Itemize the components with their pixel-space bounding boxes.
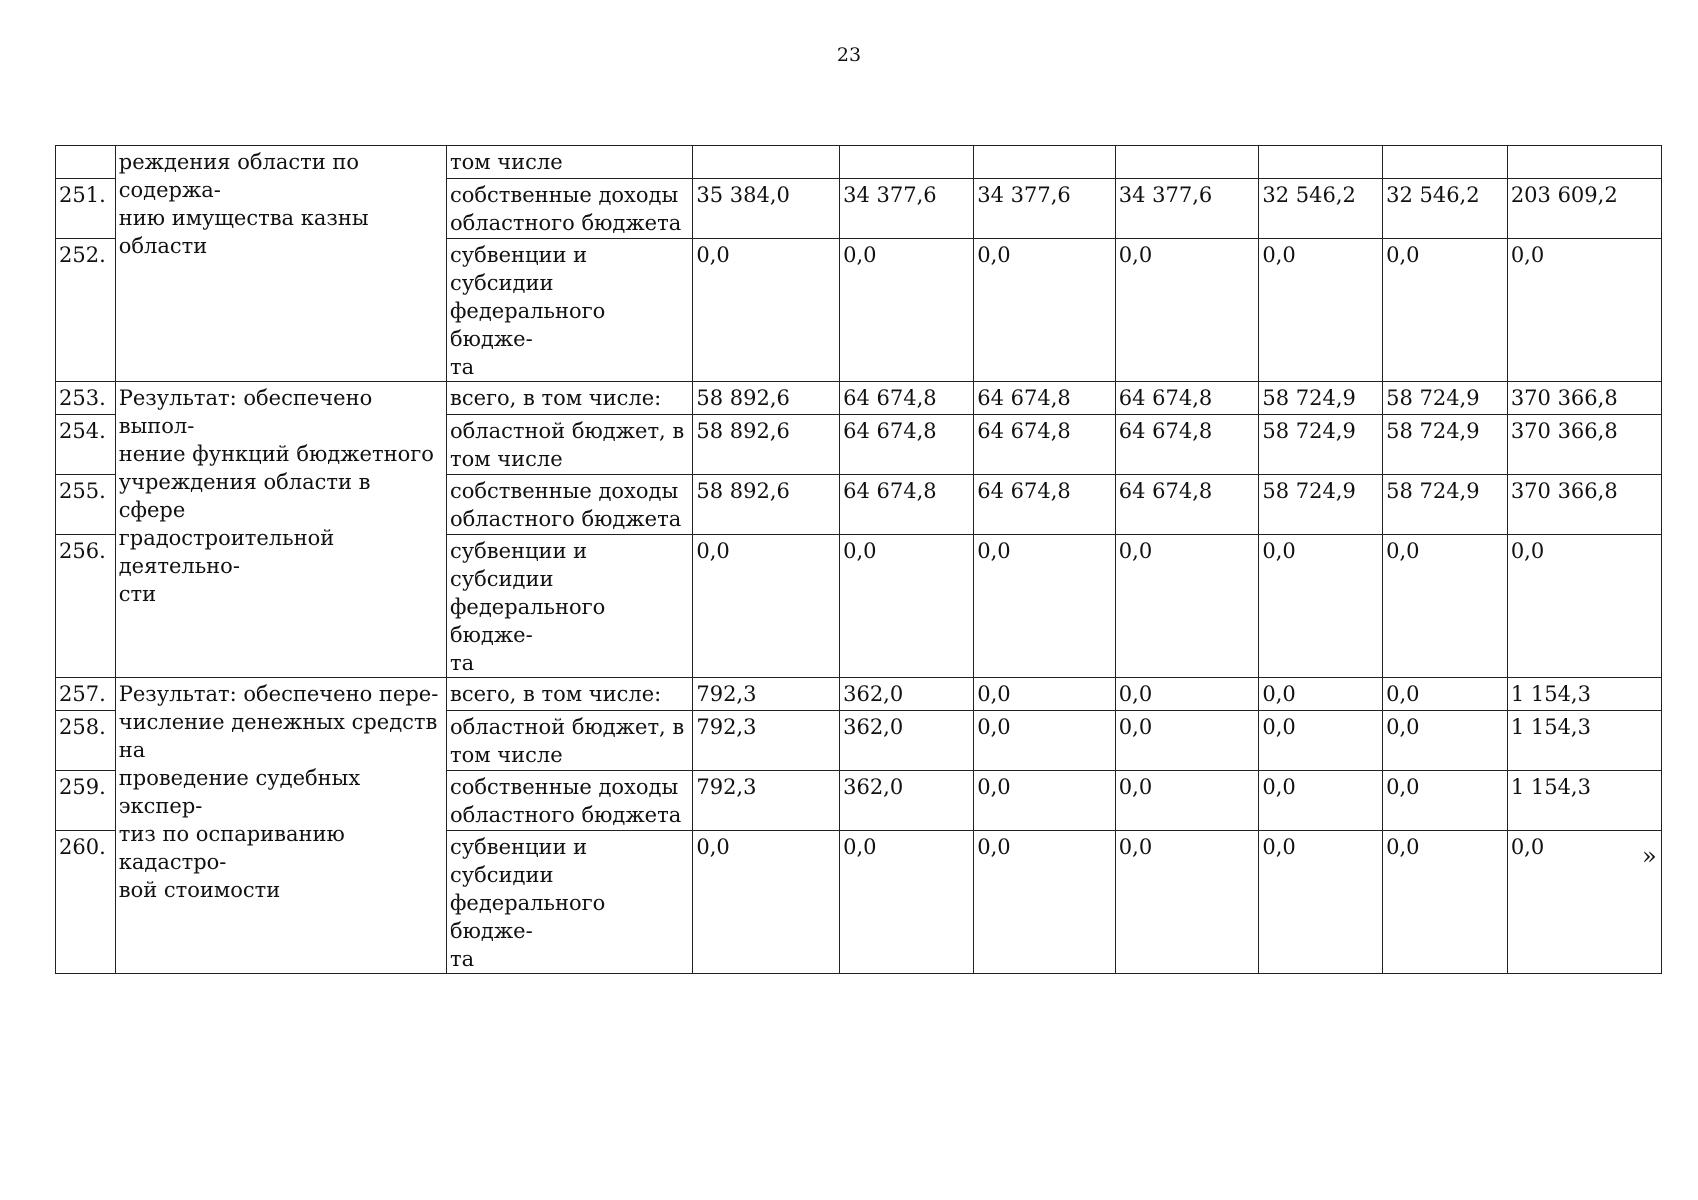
year-value-cell: 0,0 bbox=[1115, 771, 1259, 831]
year-value-cell: 0,0 bbox=[693, 535, 840, 678]
year-value-cell: 0,0 bbox=[974, 678, 1116, 711]
year-value-cell: 64 674,8 bbox=[974, 382, 1116, 415]
year-value-cell: 58 724,9 bbox=[1383, 415, 1508, 475]
year-value-cell: 792,3 bbox=[693, 711, 840, 771]
year-value-cell: 0,0 bbox=[1383, 771, 1508, 831]
year-value-cell: 0,0 bbox=[1115, 239, 1259, 382]
row-number-cell bbox=[56, 146, 116, 179]
funding-source-cell: собственные доходы областного бюджета bbox=[447, 179, 693, 239]
year-value-cell bbox=[1383, 146, 1508, 179]
year-value-cell: 34 377,6 bbox=[974, 179, 1116, 239]
year-value-cell: 0,0 bbox=[1115, 831, 1259, 974]
row-number-cell: 254. bbox=[56, 415, 116, 475]
year-value-cell bbox=[1259, 146, 1383, 179]
total-value-cell: 1 154,3 bbox=[1507, 771, 1661, 831]
table-row bbox=[56, 678, 1662, 711]
year-value-cell: 58 724,9 bbox=[1383, 475, 1508, 535]
row-number-cell: 259. bbox=[56, 771, 116, 831]
year-value-cell: 64 674,8 bbox=[1115, 475, 1259, 535]
funding-source-cell: том числе bbox=[447, 146, 693, 179]
result-description-cell: Результат: обеспечено пере- числение денежных средств на проведение судебных экспер- тиз по оспариванию кадастро- вой стоимости bbox=[115, 678, 446, 974]
funding-source-cell: собственные доходы областного бюджета bbox=[447, 475, 693, 535]
year-value-cell: 0,0 bbox=[1383, 239, 1508, 382]
year-value-cell: 0,0 bbox=[1259, 535, 1383, 678]
year-value-cell: 362,0 bbox=[840, 711, 974, 771]
continuation-mark: » bbox=[1642, 842, 1657, 870]
year-value-cell: 0,0 bbox=[974, 771, 1116, 831]
year-value-cell: 34 377,6 bbox=[840, 179, 974, 239]
total-value-cell bbox=[1507, 146, 1661, 179]
year-value-cell: 64 674,8 bbox=[974, 475, 1116, 535]
funding-source-cell: всего, в том числе: bbox=[447, 678, 693, 711]
year-value-cell: 58 724,9 bbox=[1259, 415, 1383, 475]
row-number-cell: 258. bbox=[56, 711, 116, 771]
year-value-cell: 58 724,9 bbox=[1259, 382, 1383, 415]
year-value-cell: 0,0 bbox=[693, 831, 840, 974]
year-value-cell: 58 892,6 bbox=[693, 382, 840, 415]
year-value-cell bbox=[1115, 146, 1259, 179]
row-number-cell: 256. bbox=[56, 535, 116, 678]
year-value-cell: 0,0 bbox=[840, 239, 974, 382]
total-value-cell: 0,0 bbox=[1507, 239, 1661, 382]
year-value-cell: 32 546,2 bbox=[1383, 179, 1508, 239]
table-row bbox=[56, 146, 1662, 179]
year-value-cell: 0,0 bbox=[1383, 711, 1508, 771]
year-value-cell: 0,0 bbox=[1259, 771, 1383, 831]
year-value-cell: 35 384,0 bbox=[693, 179, 840, 239]
funding-source-cell: собственные доходы областного бюджета bbox=[447, 771, 693, 831]
funding-source-cell: субвенции и субсидии федерального бюдже- та bbox=[447, 831, 693, 974]
row-number-cell: 251. bbox=[56, 179, 116, 239]
year-value-cell: 0,0 bbox=[1383, 678, 1508, 711]
year-value-cell: 0,0 bbox=[1115, 678, 1259, 711]
year-value-cell: 0,0 bbox=[1259, 711, 1383, 771]
year-value-cell: 58 892,6 bbox=[693, 415, 840, 475]
row-number-cell: 253. bbox=[56, 382, 116, 415]
year-value-cell: 64 674,8 bbox=[840, 415, 974, 475]
year-value-cell: 362,0 bbox=[840, 771, 974, 831]
budget-table-body bbox=[56, 146, 1662, 974]
year-value-cell: 0,0 bbox=[840, 535, 974, 678]
year-value-cell: 64 674,8 bbox=[1115, 415, 1259, 475]
row-number-cell: 260. bbox=[56, 831, 116, 974]
table-row bbox=[56, 382, 1662, 415]
total-value-cell: 370 366,8 bbox=[1507, 382, 1661, 415]
budget-table bbox=[55, 145, 1662, 974]
year-value-cell: 58 892,6 bbox=[693, 475, 840, 535]
year-value-cell: 34 377,6 bbox=[1115, 179, 1259, 239]
year-value-cell: 0,0 bbox=[974, 711, 1116, 771]
year-value-cell: 0,0 bbox=[840, 831, 974, 974]
year-value-cell: 792,3 bbox=[693, 771, 840, 831]
page-number: 23 bbox=[836, 44, 862, 66]
row-number-cell: 257. bbox=[56, 678, 116, 711]
year-value-cell: 792,3 bbox=[693, 678, 840, 711]
total-value-cell: 370 366,8 bbox=[1507, 415, 1661, 475]
total-value-cell: 1 154,3 bbox=[1507, 711, 1661, 771]
year-value-cell: 0,0 bbox=[1383, 535, 1508, 678]
funding-source-cell: областной бюджет, в том числе bbox=[447, 711, 693, 771]
total-value-cell: 203 609,2 bbox=[1507, 179, 1661, 239]
year-value-cell: 58 724,9 bbox=[1383, 382, 1508, 415]
year-value-cell: 32 546,2 bbox=[1259, 179, 1383, 239]
total-value-cell: 0,0 bbox=[1507, 831, 1661, 974]
result-description-cell: Результат: обеспечено выпол- нение функций бюджетного учреждения области в сфере градостроительной деятельно- сти bbox=[115, 382, 446, 678]
year-value-cell: 0,0 bbox=[1259, 831, 1383, 974]
year-value-cell: 0,0 bbox=[974, 831, 1116, 974]
row-number-cell: 255. bbox=[56, 475, 116, 535]
year-value-cell bbox=[693, 146, 840, 179]
year-value-cell: 0,0 bbox=[693, 239, 840, 382]
result-description-cell: реждения области по содержа- нию имущества казны области bbox=[115, 146, 446, 382]
total-value-cell: 370 366,8 bbox=[1507, 475, 1661, 535]
funding-source-cell: субвенции и субсидии федерального бюдже- та bbox=[447, 535, 693, 678]
year-value-cell: 64 674,8 bbox=[974, 415, 1116, 475]
year-value-cell: 0,0 bbox=[1383, 831, 1508, 974]
year-value-cell: 64 674,8 bbox=[1115, 382, 1259, 415]
year-value-cell: 58 724,9 bbox=[1259, 475, 1383, 535]
year-value-cell: 0,0 bbox=[1259, 239, 1383, 382]
year-value-cell: 0,0 bbox=[1115, 535, 1259, 678]
row-number-cell: 252. bbox=[56, 239, 116, 382]
funding-source-cell: всего, в том числе: bbox=[447, 382, 693, 415]
year-value-cell: 64 674,8 bbox=[840, 382, 974, 415]
year-value-cell: 0,0 bbox=[974, 535, 1116, 678]
funding-source-cell: областной бюджет, в том числе bbox=[447, 415, 693, 475]
year-value-cell bbox=[974, 146, 1116, 179]
year-value-cell bbox=[840, 146, 974, 179]
year-value-cell: 64 674,8 bbox=[840, 475, 974, 535]
year-value-cell: 0,0 bbox=[1115, 711, 1259, 771]
year-value-cell: 362,0 bbox=[840, 678, 974, 711]
year-value-cell: 0,0 bbox=[1259, 678, 1383, 711]
funding-source-cell: субвенции и субсидии федерального бюдже- та bbox=[447, 239, 693, 382]
total-value-cell: 0,0 bbox=[1507, 535, 1661, 678]
year-value-cell: 0,0 bbox=[974, 239, 1116, 382]
total-value-cell: 1 154,3 bbox=[1507, 678, 1661, 711]
